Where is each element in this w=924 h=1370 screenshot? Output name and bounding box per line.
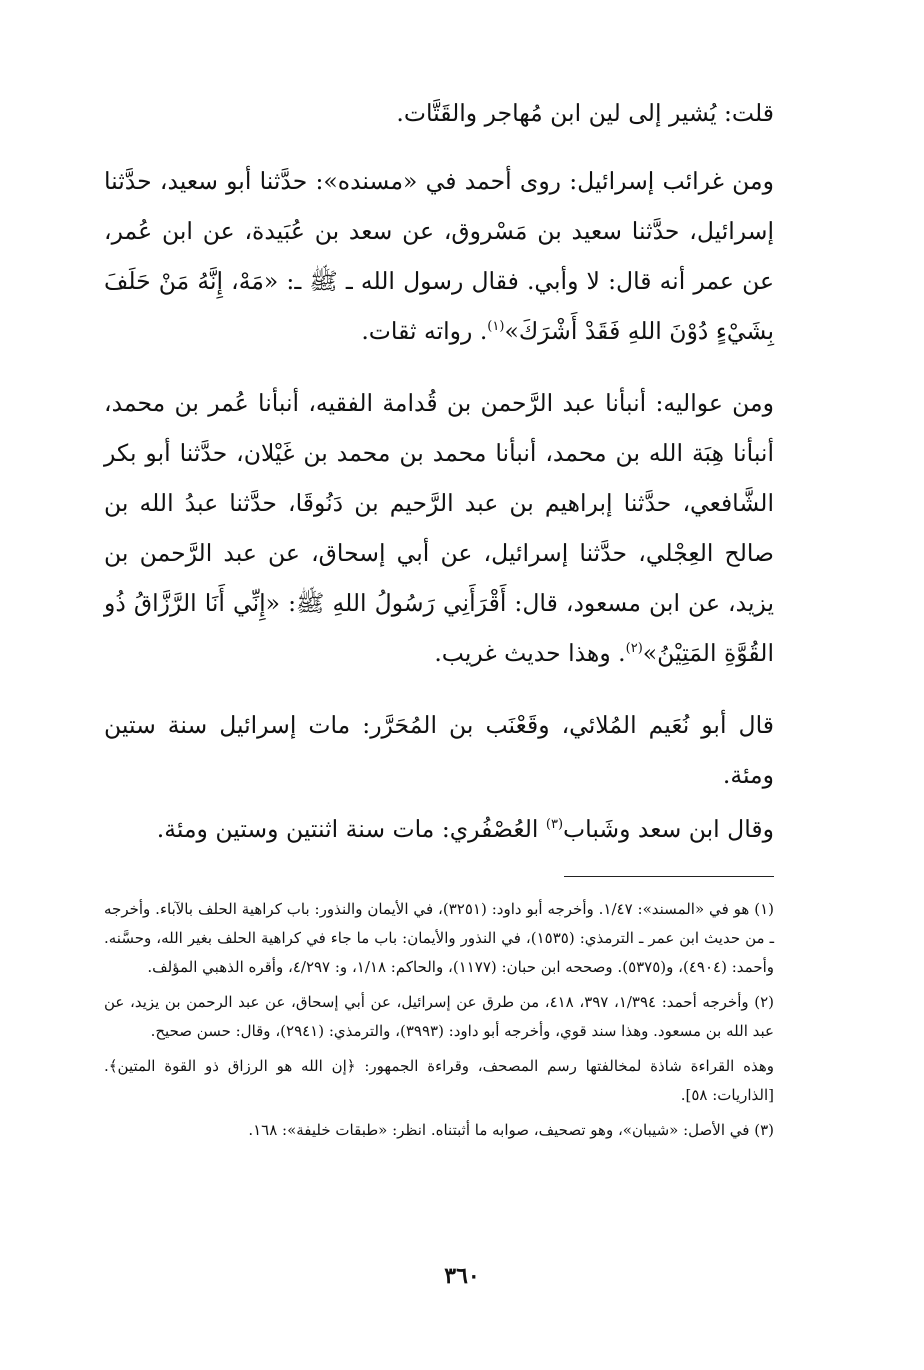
footnote-2-extra: وهذه القراءة شاذة لمخالفتها رسم المصحف، وقراءة الجمهور: ﴿إن الله هو الرزاق ذو القوة المتين﴾. [الذاريات: ٥٨]. <box>104 1057 774 1104</box>
paragraph-5 <box>104 804 774 854</box>
paragraph-5-text-a: وقال ابن سعد وشَباب <box>563 815 774 843</box>
page-number: ٣٦٠ <box>444 1263 480 1289</box>
paragraph-5-text-b: العُصْفُري: مات سنة اثنتين وستين ومئة. <box>156 815 546 843</box>
paragraph-2-tail: . رواته ثقات. <box>361 317 488 345</box>
paragraph-4 <box>104 700 774 800</box>
paragraph-1 <box>104 88 774 138</box>
footnote-1: (١) هو في «المسند»: ١/٤٧. وأخرجه أبو داود: (٣٢٥١)، في الأيمان والنذور: باب كراهية الحلف بالآباء. وأخرجه ـ من حديث ابن عمر ـ الترمذي: (١٥٣٥)، في النذور والأيمان: باب ما جاء في كراهية الحلف بغير الله، وحسَّنه. وأحمد: (٤٩٠٤)، و(٥٣٧٥). وصححه ابن حبان: (١١٧٧)، والحاكم: ١/١٨، و: ٤/٢٩٧، وأقره الذهبي المؤلف. <box>104 900 774 976</box>
paragraph-1-text: قلت: يُشير إلى لين ابن مُهاجر والقَتَّات. <box>396 99 774 127</box>
footnote-ref-1: (١) <box>487 319 505 335</box>
paragraph-2-text: ومن غرائب إسرائيل: روى أحمد في «مسنده»: حدَّثنا أبو سعيد، حدَّثنا إسرائيل، حدَّثنا سعيد بن مَسْروق، عن سعد بن عُبَيدة، عن ابن عُمر، عن عمر أنه قال: لا وأبي. فقال رسول الله ـ ﷺ ـ: «مَهْ، إِنَّهُ مَنْ حَلَفَ بِشَيْءٍ دُوْنَ اللهِ فَقَدْ أَشْرَكَ» <box>104 167 774 345</box>
paragraph-3 <box>104 378 774 678</box>
paragraph-3-text: ومن عواليه: أنبأنا عبد الرَّحمن بن قُدامة الفقيه، أنبأنا عُمر بن محمد، أنبأنا هِبَة الله بن محمد، أنبأنا محمد بن محمد بن غَيْلان، حدَّثنا أبو بكر الشَّافعي، حدَّثنا إبراهيم بن عبد الرَّحيم بن دَنُوقَا، حدَّثنا عبدُ الله بن صالح العِجْلي، حدَّثنا إسرائيل، عن أبي إسحاق، عن عبد الرَّحمن بن يزيد، عن ابن مسعود، قال: أَقْرَأَنِي رَسُولُ اللهِ ﷺ: «إِنِّي أَنَا الرَّزَّاقُ ذُو القُوَّةِ المَتِيْنُ» <box>104 389 774 667</box>
footnote-2: (٢) وأخرجه أحمد: ١/٣٩٤، ٣٩٧، ٤١٨، من طرق عن إسرائيل، عن أبي إسحاق، عن عبد الرحمن بن يزيد، عن عبد الله بن مسعود. وهذا سند قوي، وأخرجه أبو داود: (٣٩٩٣)، والترمذي: (٢٩٤١)، وقال: حسن صحيح. <box>104 993 774 1040</box>
footnote-ref-2: (٢) <box>625 641 643 657</box>
footnote-3: (٣) في الأصل: «شيبان»، وهو تصحيف، صوابه ما أثبتناه. انظر: «طبقات خليفة»: ١٦٨. <box>248 1121 774 1139</box>
paragraph-4-text: قال أبو نُعَيم المُلائي، وقَعْنَب بن المُحَرَّر: مات إسرائيل سنة ستين ومئة. <box>104 711 774 789</box>
footnotes <box>104 895 774 1145</box>
footnote-divider <box>564 876 774 877</box>
paragraph-3-tail: . وهذا حديث غريب. <box>434 639 626 667</box>
main-text <box>104 88 774 854</box>
footnote-ref-3: (٣) <box>545 817 564 833</box>
paragraph-2 <box>104 156 774 356</box>
